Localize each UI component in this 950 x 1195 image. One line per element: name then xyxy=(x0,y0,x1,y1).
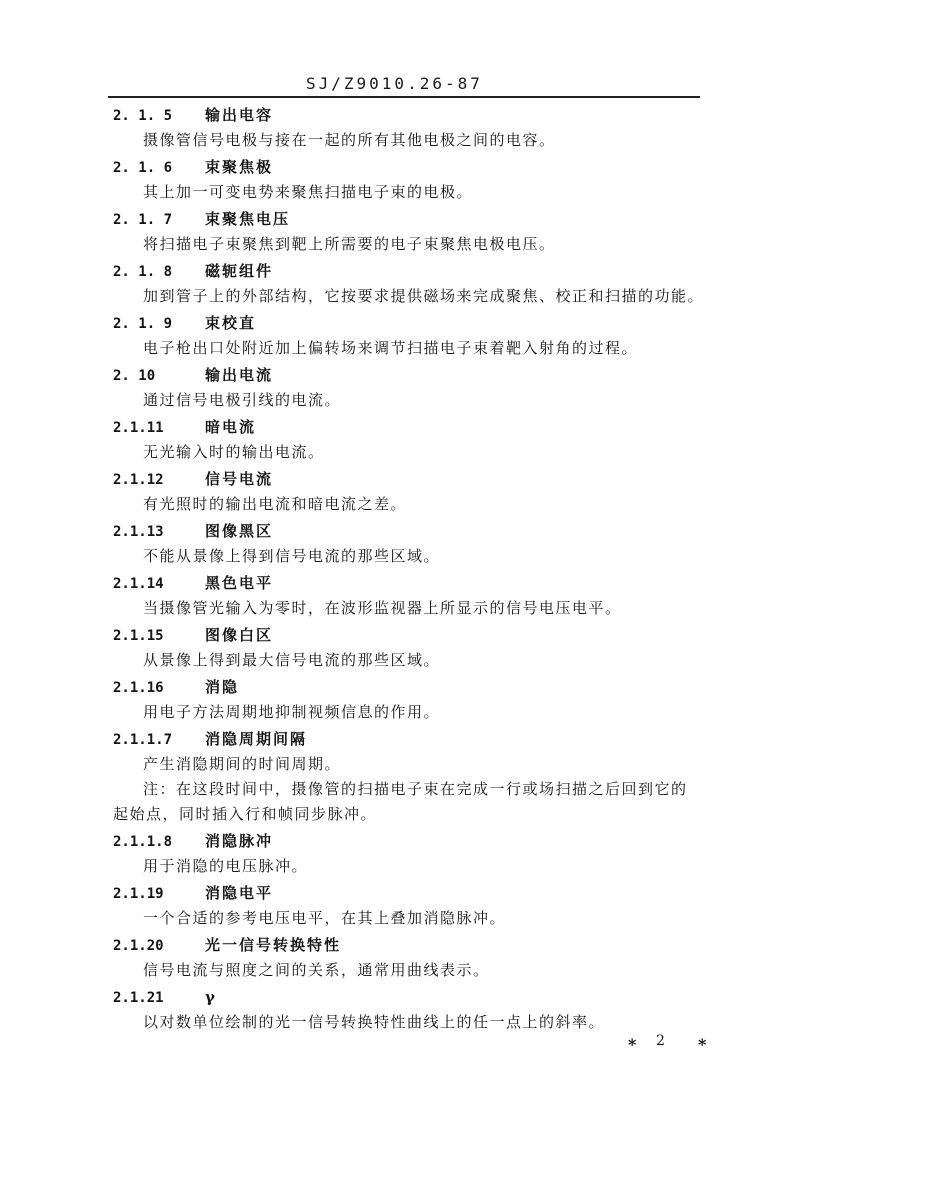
term-title: 暗电流 xyxy=(205,418,257,436)
entry-heading xyxy=(113,158,273,177)
term-definition: 用电子方法周期地抑制视频信息的作用。 xyxy=(143,703,441,721)
term-definition: 其上加一可变电势来聚焦扫描电子束的电极。 xyxy=(143,183,474,201)
clause-number: 2. 10 xyxy=(113,368,156,384)
clause-number: 2.1.1.8 xyxy=(113,834,173,850)
clause-number: 2. 1. 9 xyxy=(113,316,173,332)
term-definition: 无光输入时的输出电流。 xyxy=(143,443,325,461)
entry-heading xyxy=(113,884,273,903)
entry-heading xyxy=(113,106,273,125)
term-definition: 用于消隐的电压脉冲。 xyxy=(143,857,309,875)
term-definition: 摄像管信号电极与接在一起的所有其他电极之间的电容。 xyxy=(143,131,556,149)
clause-number: 2. 1. 7 xyxy=(113,212,173,228)
entry-heading xyxy=(113,678,239,697)
entry-heading xyxy=(113,262,273,281)
term-title: 束校直 xyxy=(205,314,257,332)
term-definition: 信号电流与照度之间的关系，通常用曲线表示。 xyxy=(143,961,490,979)
note-continuation: 起始点，同时插入行和帧同步脉冲。 xyxy=(113,805,378,823)
term-definition: 不能从景像上得到信号电流的那些区域。 xyxy=(143,547,441,565)
term-definition: 通过信号电极引线的电流。 xyxy=(143,391,342,409)
term-definition: 一个合适的参考电压电平，在其上叠加消隐脉冲。 xyxy=(143,909,507,927)
clause-number: 2.1.12 xyxy=(113,472,164,488)
clause-number: 2.1.19 xyxy=(113,886,164,902)
term-title: 输出电流 xyxy=(205,366,274,384)
entry-heading xyxy=(113,626,273,645)
clause-number: 2.1.21 xyxy=(113,990,164,1006)
term-title: 光一信号转换特性 xyxy=(205,936,342,954)
term-definition: 将扫描电子束聚焦到靶上所需要的电子束聚焦电极电压。 xyxy=(143,235,556,253)
term-definition: 从景像上得到最大信号电流的那些区域。 xyxy=(143,651,441,669)
clause-number: 2.1.15 xyxy=(113,628,164,644)
footer-mark-right: * xyxy=(698,1035,707,1054)
entry-heading xyxy=(113,366,273,385)
term-title: 束聚焦极 xyxy=(205,158,274,176)
clause-number: 2.1.1.7 xyxy=(113,732,173,748)
term-title: 消隐电平 xyxy=(205,884,274,902)
clause-number: 2.1.11 xyxy=(113,420,164,436)
entry-heading xyxy=(113,418,256,437)
clause-number: 2.1.20 xyxy=(113,938,164,954)
term-title: 图像黑区 xyxy=(205,522,274,540)
document-code: SJ/Z9010.26-87 xyxy=(306,74,483,93)
entry-heading xyxy=(113,470,273,489)
term-title: 消隐脉冲 xyxy=(205,832,274,850)
clause-number: 2. 1. 6 xyxy=(113,160,173,176)
clause-number: 2. 1. 5 xyxy=(113,108,173,124)
term-definition: 注：在这段时间中，摄像管的扫描电子束在完成一行或场扫描之后回到它的 xyxy=(143,780,688,798)
clause-number: 2.1.13 xyxy=(113,524,164,540)
entry-heading xyxy=(113,210,290,229)
term-definition: 以对数单位绘制的光一信号转换特性曲线上的任一点上的斜率。 xyxy=(143,1013,606,1031)
term-definition: 有光照时的输出电流和暗电流之差。 xyxy=(143,495,408,513)
term-title: 输出电容 xyxy=(205,106,274,124)
term-title: 消隐 xyxy=(205,678,240,696)
term-definition: 加到管子上的外部结构，它按要求提供磁场来完成聚焦、校正和扫描的功能。 xyxy=(143,287,705,305)
entry-heading xyxy=(113,730,307,749)
clause-number: 2.1.14 xyxy=(113,576,164,592)
clause-number: 2.1.16 xyxy=(113,680,164,696)
page-footer xyxy=(628,1033,718,1057)
footer-mark-left: * xyxy=(628,1035,637,1054)
term-title: 束聚焦电压 xyxy=(205,210,291,228)
entry-heading xyxy=(113,574,273,593)
term-definition: 当摄像管光输入为零时，在波形监视器上所显示的信号电压电平。 xyxy=(143,599,622,617)
entry-heading xyxy=(113,936,341,955)
term-title: 黑色电平 xyxy=(205,574,274,592)
term-title: 消隐周期间隔 xyxy=(205,730,308,748)
entry-heading xyxy=(113,522,273,541)
term-title: γ xyxy=(205,988,217,1006)
term-definition: 电子枪出口处附近加上偏转场来调节扫描电子束着靶入射角的过程。 xyxy=(143,339,639,357)
term-title: 信号电流 xyxy=(205,470,274,488)
entry-heading xyxy=(113,832,273,851)
term-title: 磁轭组件 xyxy=(205,262,274,280)
term-definition: 产生消隐期间的时间周期。 xyxy=(143,755,342,773)
term-title: 图像白区 xyxy=(205,626,274,644)
page-number: 2 xyxy=(656,1033,665,1049)
entry-heading xyxy=(113,314,256,333)
clause-number: 2. 1. 8 xyxy=(113,264,173,280)
entry-heading xyxy=(113,988,217,1007)
